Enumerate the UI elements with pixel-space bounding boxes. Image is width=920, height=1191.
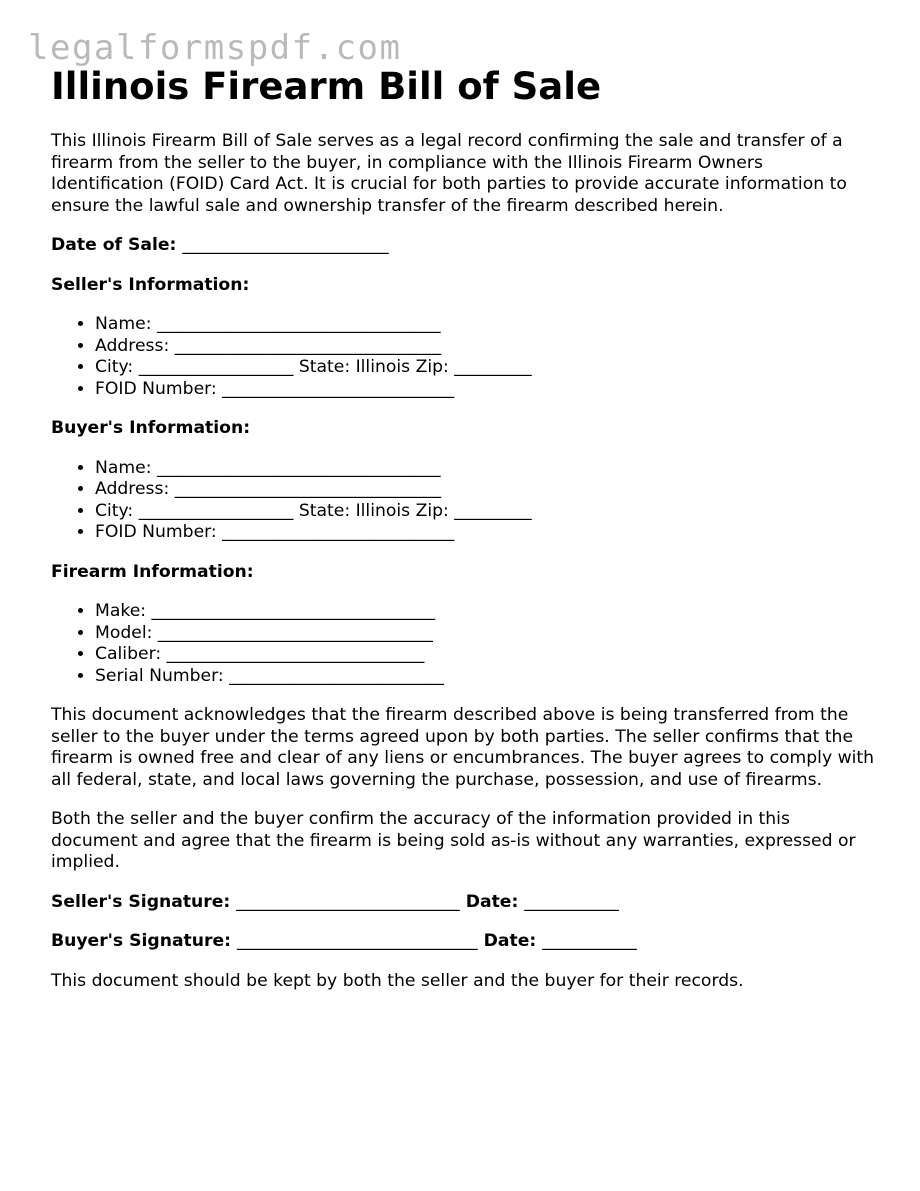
seller-foid-item: • FOID Number: ___________________________ (95, 379, 877, 401)
seller-address-item: • Address: _______________________________ (95, 336, 877, 358)
watermark: legalformspdf.com (28, 28, 402, 68)
buyer-date-label: Date: (483, 931, 537, 951)
intro-paragraph: This Illinois Firearm Bill of Sale serves as a legal record confirming the sale and transfer of a firearm from the seller to the buyer, in compliance with the Illinois Firearm Owners Identification (FOID) Card Act. It is crucial for both parties to provide accurate information to ensure the lawful sale and ownership transfer of the firearm described herein. (51, 131, 847, 216)
buyer-foid-item: • FOID Number: ___________________________ (95, 522, 877, 544)
seller-signature-label: Seller's Signature: (51, 891, 231, 912)
buyer-address-item: • Address: _______________________________ (95, 479, 877, 501)
buyer-date-blank: ___________ (542, 931, 637, 951)
buyer-signature-blank: ____________________________ (237, 931, 478, 951)
buyer-city-item: • City: __________________ State: Illinois Zip: _________ (95, 501, 877, 523)
buyer-signature-line (51, 931, 877, 953)
firearm-model-item: • Model: ________________________________ (95, 623, 877, 645)
seller-signature-blank: __________________________ (236, 891, 460, 912)
firearm-caliber-item: • Caliber: ______________________________ (95, 644, 877, 666)
date-of-sale-label: Date of Sale: (51, 235, 177, 255)
buyer-info-list (51, 458, 877, 544)
seller-info-list (51, 314, 877, 400)
confirmation-paragraph: Both the seller and the buyer confirm the accuracy of the information provided in this document and agree that the firearm is being sold as-is without any warranties, expressed or implied. (51, 809, 856, 872)
firearm-make-item: • Make: _________________________________ (95, 601, 877, 623)
seller-name-item: • Name: _________________________________ (95, 314, 877, 336)
date-of-sale-field (51, 235, 877, 257)
seller-date-blank: ___________ (524, 891, 619, 912)
firearm-heading: Firearm Information: (51, 561, 254, 582)
firearm-serial-item: • Serial Number: _________________________ (95, 666, 877, 688)
seller-city-item: • City: __________________ State: Illinois Zip: _________ (95, 357, 877, 379)
page-title: Illinois Firearm Bill of Sale (51, 65, 602, 108)
seller-signature-line (51, 892, 877, 914)
firearm-info-list (51, 601, 877, 687)
buyer-name-item: • Name: _________________________________ (95, 458, 877, 480)
acknowledgement-paragraph: This document acknowledges that the firearm described above is being transferred from the seller to the buyer under the terms agreed upon by both parties. The seller confirms that the firearm is owned free and clear of any liens or encumbrances. The buyer agrees to comply with all federal, state, and local laws governing the purchase, possession, and use of firearms. (51, 705, 875, 790)
buyer-heading: Buyer's Information: (51, 418, 251, 438)
seller-date-label: Date: (465, 891, 519, 912)
seller-heading: Seller's Information: (51, 274, 250, 295)
buyer-signature-label: Buyer's Signature: (51, 931, 232, 951)
closing-paragraph: This document should be kept by both the seller and the buyer for their records. (51, 970, 744, 991)
date-of-sale-blank: ________________________ (182, 235, 389, 255)
document-body (51, 64, 877, 992)
